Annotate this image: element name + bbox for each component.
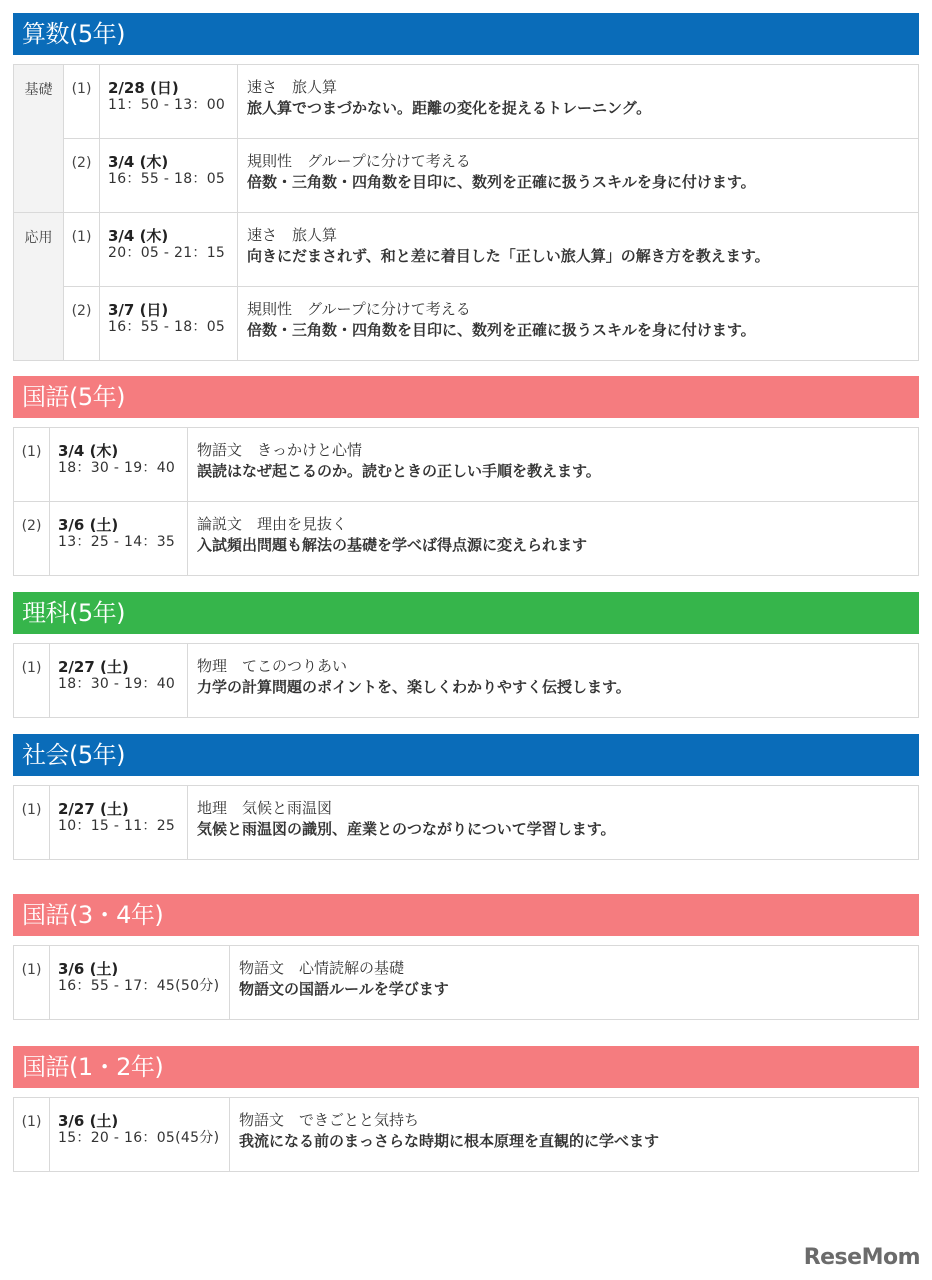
description-cell [238, 213, 919, 287]
summary: 気候と雨温図の識別、産業とのつながりについて学習します。 [197, 820, 616, 838]
summary: 倍数・三角数・四角数を目印に、数列を正確に扱うスキルを身に付けます。 [247, 173, 756, 191]
description-cell [188, 786, 919, 860]
summary: 誤読はなぜ起こるのか。読むときの正しい手順を教えます。 [197, 462, 601, 480]
resemom-watermark-logo: ReseMom [803, 1245, 920, 1270]
topic: 物語文 心情読解の基礎 [239, 959, 405, 977]
date: 3/4 (木) [108, 227, 169, 245]
description-cell [238, 139, 919, 213]
section-social-5 [13, 734, 919, 860]
summary: 旅人算でつまづかない。距離の変化を捉えるトレーニング。 [247, 99, 652, 117]
category-label: 応用 [14, 213, 64, 361]
description-cell [238, 65, 919, 139]
time: 18：30 - 19：40 [58, 460, 176, 476]
table-row [14, 65, 919, 139]
schedule-table [13, 643, 919, 718]
topic: 規則性 グループに分けて考える [247, 152, 471, 170]
topic: 速さ 旅人算 [247, 78, 338, 96]
topic: 規則性 グループに分けて考える [247, 300, 471, 318]
row-number: (1) [14, 428, 50, 502]
section-title: 算数(5年) [13, 13, 919, 55]
row-number: (1) [64, 213, 100, 287]
date: 3/4 (木) [58, 442, 119, 460]
description-cell [230, 1098, 919, 1172]
time: 16：55 - 18：05 [108, 319, 226, 335]
summary: 倍数・三角数・四角数を目印に、数列を正確に扱うスキルを身に付けます。 [247, 321, 756, 339]
table-row [14, 786, 919, 860]
row-number: (1) [14, 946, 50, 1020]
section-title: 国語(1・2年) [13, 1046, 919, 1088]
section-title: 国語(3・4年) [13, 894, 919, 936]
topic: 物理 てこのつりあい [197, 657, 348, 675]
topic: 論説文 理由を見抜く [197, 515, 348, 533]
date: 2/27 (土) [58, 800, 129, 818]
row-number: (1) [14, 786, 50, 860]
time: 15：20 - 16：05(45分) [58, 1130, 220, 1146]
topic: 地理 気候と雨温図 [197, 799, 333, 817]
table-row [14, 1098, 919, 1172]
section-title: 国語(5年) [13, 376, 919, 418]
table-row [14, 139, 919, 213]
category-label: 基礎 [14, 65, 64, 213]
section-science-5 [13, 592, 919, 718]
section-math-5 [13, 13, 919, 361]
date-time-cell [50, 946, 230, 1020]
table-row [14, 287, 919, 361]
time: 16：55 - 17：45(50分) [58, 978, 220, 994]
date-time-cell [50, 644, 188, 718]
description-cell [188, 428, 919, 502]
time: 11：50 - 13：00 [108, 97, 226, 113]
date-time-cell [100, 65, 238, 139]
description-cell [188, 644, 919, 718]
section-japanese-1-2 [13, 1046, 919, 1172]
time: 13：25 - 14：35 [58, 534, 176, 550]
schedule-table [13, 64, 919, 361]
table-row [14, 428, 919, 502]
schedule-table [13, 427, 919, 576]
summary: 我流になる前のまっさらな時期に根本原理を直観的に学べます [239, 1132, 660, 1150]
row-number: (2) [14, 502, 50, 576]
topic: 物語文 できごとと気持ち [239, 1111, 420, 1129]
row-number: (1) [14, 1098, 50, 1172]
schedule-table [13, 1097, 919, 1172]
date-time-cell [100, 213, 238, 287]
date: 3/4 (木) [108, 153, 169, 171]
date: 3/6 (土) [58, 960, 119, 978]
time: 10：15 - 11：25 [58, 818, 176, 834]
description-cell [238, 287, 919, 361]
section-title: 理科(5年) [13, 592, 919, 634]
date: 3/6 (土) [58, 516, 119, 534]
date: 3/6 (土) [58, 1112, 119, 1130]
row-number: (1) [14, 644, 50, 718]
time: 16：55 - 18：05 [108, 171, 226, 187]
section-title: 社会(5年) [13, 734, 919, 776]
description-cell [230, 946, 919, 1020]
schedule-table [13, 785, 919, 860]
summary: 向きにだまされず、和と差に着目した「正しい旅人算」の解き方を教えます。 [247, 247, 770, 265]
schedule-table [13, 945, 919, 1020]
date: 2/27 (土) [58, 658, 129, 676]
date-time-cell [50, 502, 188, 576]
time: 18：30 - 19：40 [58, 676, 176, 692]
topic: 物語文 きっかけと心情 [197, 441, 363, 459]
description-cell [188, 502, 919, 576]
time: 20：05 - 21：15 [108, 245, 226, 261]
table-row [14, 502, 919, 576]
topic: 速さ 旅人算 [247, 226, 338, 244]
date: 2/28 (日) [108, 79, 179, 97]
section-japanese-3-4 [13, 894, 919, 1020]
date-time-cell [100, 287, 238, 361]
row-number: (2) [64, 287, 100, 361]
table-row [14, 213, 919, 287]
row-number: (1) [64, 65, 100, 139]
date-time-cell [50, 428, 188, 502]
date-time-cell [50, 1098, 230, 1172]
table-row [14, 946, 919, 1020]
summary: 力学の計算問題のポイントを、楽しくわかりやすく伝授します。 [197, 678, 631, 696]
date-time-cell [100, 139, 238, 213]
row-number: (2) [64, 139, 100, 213]
section-japanese-5 [13, 376, 919, 576]
summary: 物語文の国語ルールを学びます [239, 980, 449, 998]
date: 3/7 (日) [108, 301, 169, 319]
summary: 入試頻出問題も解法の基礎を学べば得点源に変えられます [197, 536, 588, 554]
date-time-cell [50, 786, 188, 860]
table-row [14, 644, 919, 718]
